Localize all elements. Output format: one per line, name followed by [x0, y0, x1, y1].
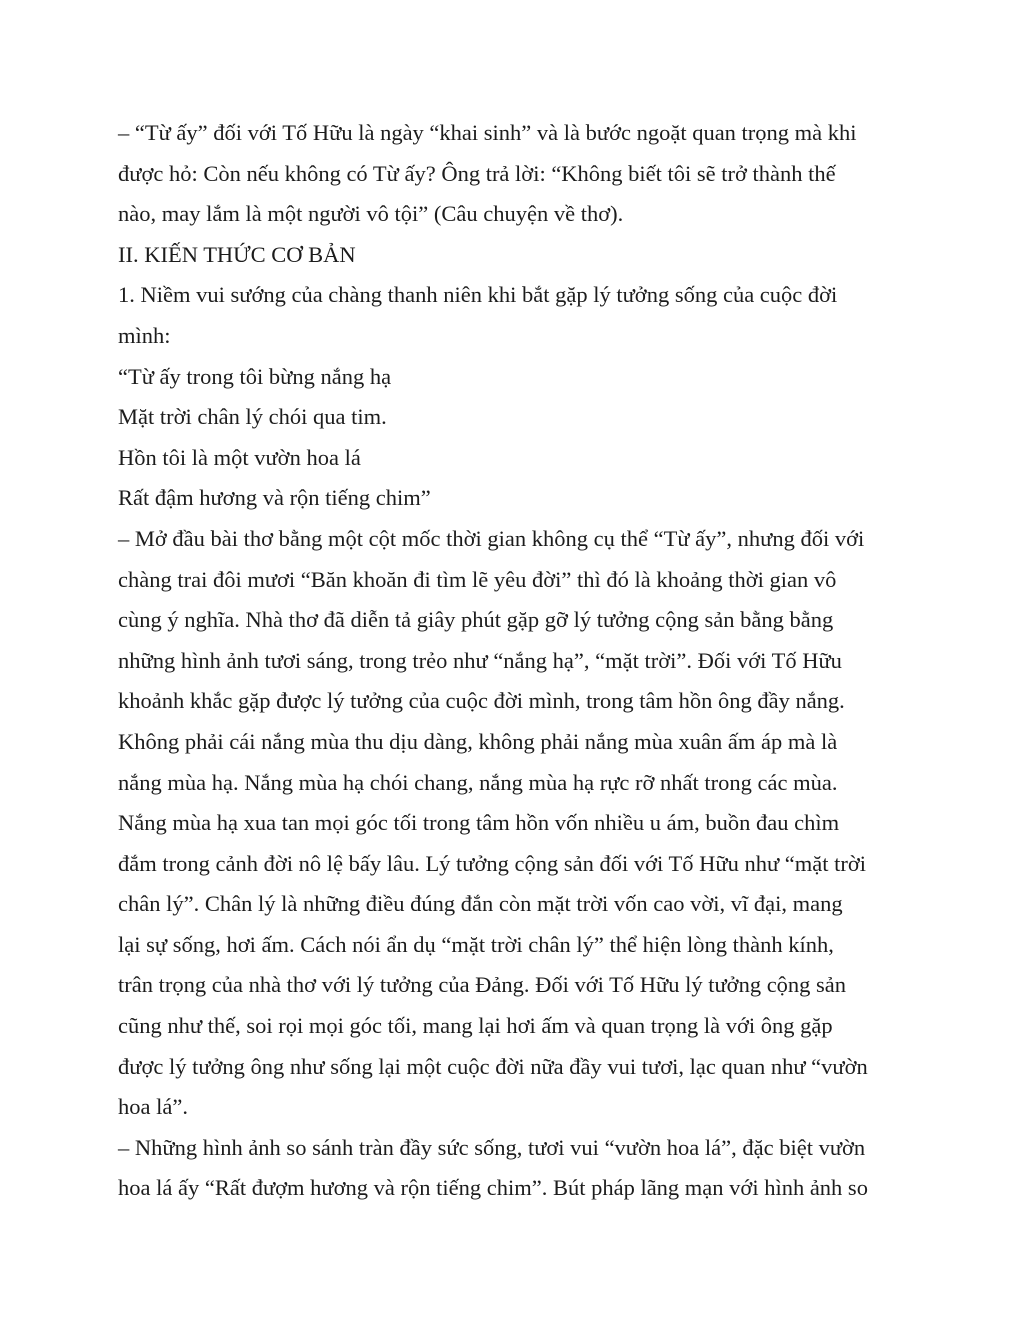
text-line: mình:: [118, 322, 171, 348]
section-heading: II. KIẾN THỨC CƠ BẢN: [118, 241, 356, 267]
poem-line: Hồn tôi là một vườn hoa lá: [118, 444, 361, 470]
text-line: nào, may lắm là một người vô tội” (Câu chuyện về thơ).: [118, 201, 624, 227]
text-line: đắm trong cảnh đời nô lệ bấy lâu. Lý tưởng cộng sản đối với Tố Hữu như “mặt trời: [118, 850, 867, 876]
text-line: Nắng mùa hạ xua tan mọi góc tối trong tâm hồn vốn nhiều u ám, buồn đau chìm: [118, 810, 840, 836]
text-line: những hình ảnh tươi sáng, trong trẻo như “nắng hạ”, “mặt trời”. Đối với Tố Hữu: [118, 647, 842, 673]
poem-line: “Từ ấy trong tôi bừng nắng hạ: [118, 363, 392, 389]
text-line: Không phải cái nắng mùa thu dịu dàng, không phải nắng mùa xuân ấm áp mà là: [118, 728, 838, 754]
text-line: chân lý”. Chân lý là những điều đúng đắn còn mặt trời vốn cao vời, vĩ đại, mang: [118, 891, 843, 917]
text-line: được hỏ: Còn nếu không có Từ ấy? Ông trả lời: “Không biết tôi sẽ trở thành thế: [118, 160, 836, 186]
text-line: khoảnh khắc gặp được lý tưởng của cuộc đời mình, trong tâm hồn ông đầy nắng.: [118, 688, 845, 714]
text-line: hoa lá ấy “Rất đượm hương và rộn tiếng chim”. Bút pháp lãng mạn với hình ảnh so: [118, 1175, 868, 1201]
text-line: hoa lá”.: [118, 1094, 188, 1120]
text-line: – “Từ ấy” đối với Tố Hữu là ngày “khai sinh” và là bước ngoặt quan trọng mà khi: [118, 120, 857, 145]
document-body: [118, 113, 918, 1209]
text-line: – Mở đầu bài thơ bằng một cột mốc thời gian không cụ thể “Từ ấy”, nhưng đối với: [118, 525, 865, 551]
text-line: chàng trai đôi mươi “Băn khoăn đi tìm lẽ yêu đời” thì đó là khoảng thời gian vô: [118, 566, 837, 592]
poem-line: Rất đậm hương và rộn tiếng chim”: [118, 485, 431, 511]
poem-line: Mặt trời chân lý chói qua tim.: [118, 404, 387, 430]
text-line: nắng mùa hạ. Nắng mùa hạ chói chang, nắng mùa hạ rực rỡ nhất trong các mùa.: [118, 769, 838, 795]
text-line: 1. Niềm vui sướng của chàng thanh niên khi bắt gặp lý tưởng sống của cuộc đời: [118, 282, 838, 308]
text-line: trân trọng của nhà thơ với lý tưởng của Đảng. Đối với Tố Hữu lý tưởng cộng sản: [118, 972, 847, 998]
text-line: cũng như thế, soi rọi mọi góc tối, mang lại hơi ấm và quan trọng là với ông gặp: [118, 1013, 833, 1039]
text-line: được lý tưởng ông như sống lại một cuộc đời nữa đầy vui tươi, lạc quan như “vườn: [118, 1053, 868, 1079]
text-line: – Những hình ảnh so sánh tràn đầy sức sống, tươi vui “vườn hoa lá”, đặc biệt vườn: [118, 1134, 866, 1160]
text-line: cùng ý nghĩa. Nhà thơ đã diễn tả giây phút gặp gỡ lý tưởng cộng sản bằng bằng: [118, 607, 834, 633]
text-line: lại sự sống, hơi ấm. Cách nói ẩn dụ “mặt trời chân lý” thể hiện lòng thành kính,: [118, 931, 834, 957]
